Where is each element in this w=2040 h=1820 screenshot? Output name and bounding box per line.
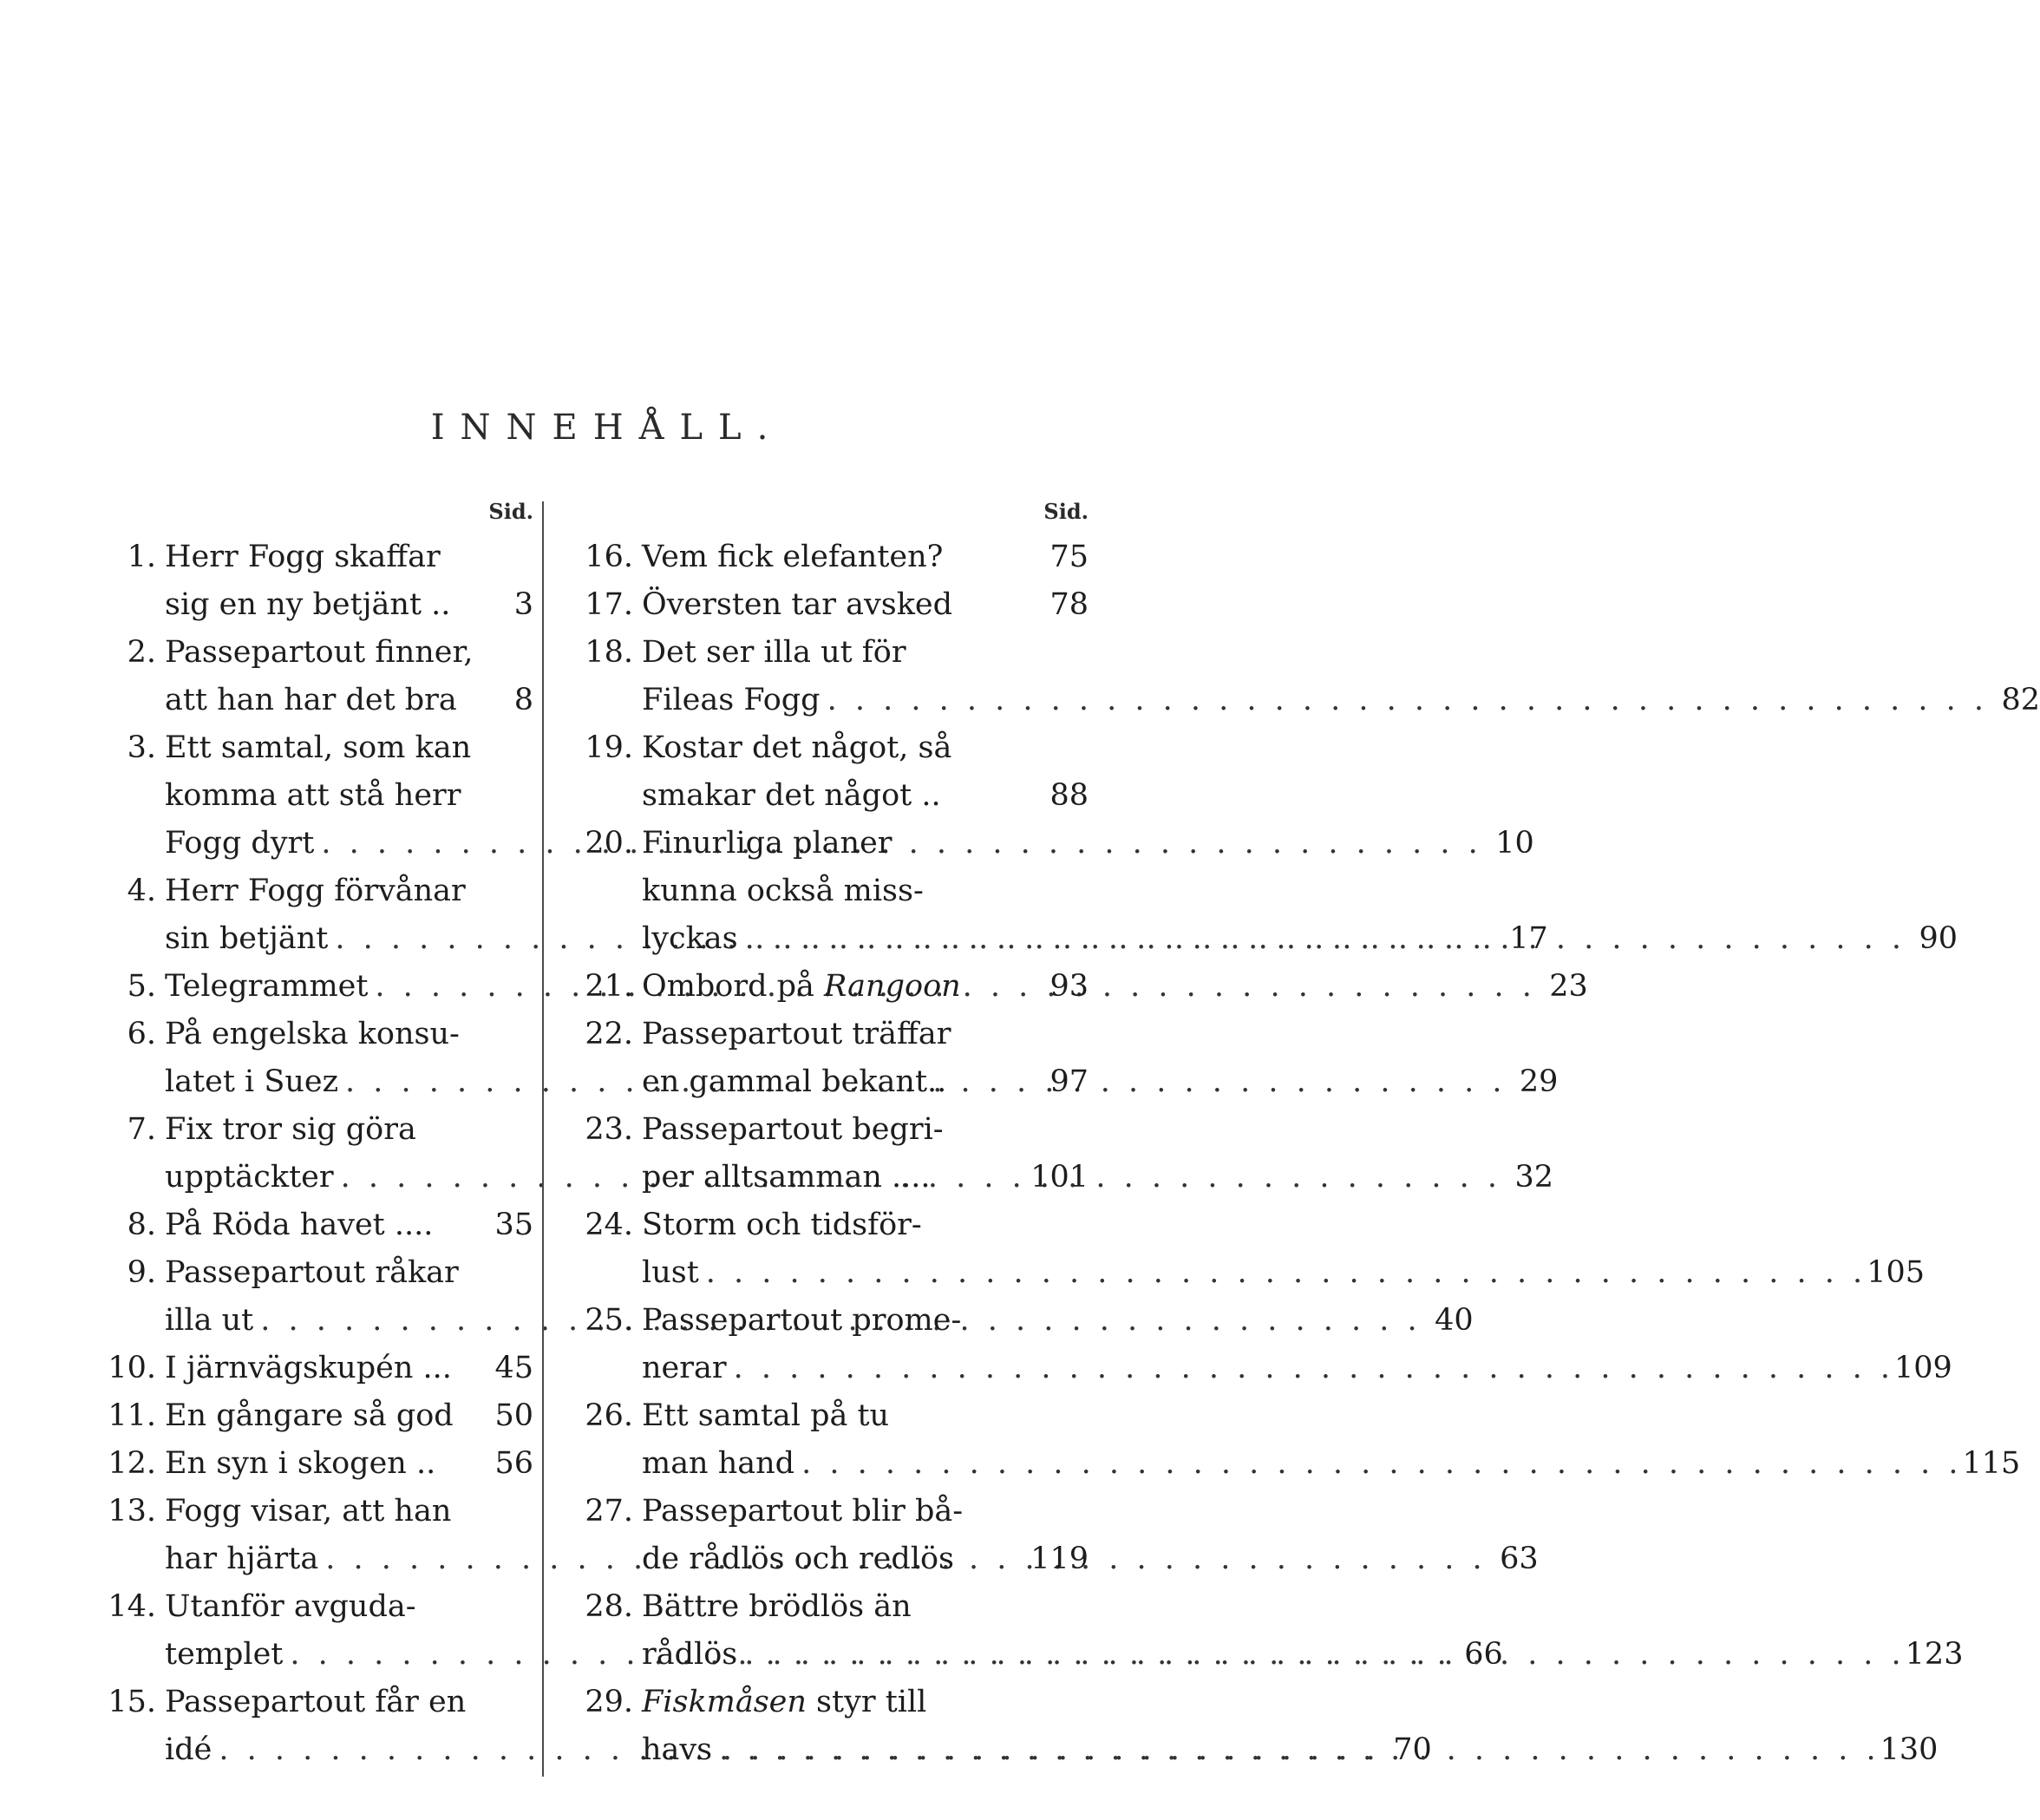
chapter-title-text: smakar det något .. (642, 778, 941, 813)
chapter-title-text: Finurliga planer (642, 826, 892, 861)
leader-dots (821, 677, 1988, 724)
chapter-title-text: Herr Fogg skaffar (165, 540, 441, 574)
chapter-title (165, 1249, 459, 1297)
chapter-title (642, 1201, 922, 1249)
chapter-title-text: per alltsamman .... (642, 1160, 931, 1195)
toc-line (87, 867, 533, 915)
chapter-title (642, 1249, 699, 1297)
chapter-number: 24. (585, 1208, 633, 1242)
chapter-title-text: sig en ny betjänt .. (165, 587, 451, 622)
leader-dots (738, 915, 1906, 963)
chapter-title (165, 1535, 318, 1583)
chapter-title (642, 820, 892, 867)
chapter-number: 11. (108, 1398, 156, 1433)
toc-line (555, 1583, 1089, 1631)
chapter-title-text: Passepartout prome- (642, 1303, 962, 1338)
chapter-title (165, 1154, 334, 1201)
chapter-title (165, 963, 368, 1011)
chapter-number: 25. (585, 1303, 633, 1338)
leader-dots (699, 1249, 1867, 1297)
toc-line (555, 1154, 1089, 1201)
chapter-title-text: nerar (642, 1351, 727, 1385)
chapter-title-text: Passepartout får en (165, 1685, 467, 1719)
toc-entry (87, 1201, 533, 1249)
chapter-title-text: de rådlös och redlös (642, 1542, 955, 1576)
page-number: 109 (1894, 1351, 1952, 1385)
page-number: 78 (1049, 587, 1089, 622)
page-number: 32 (1514, 1160, 1554, 1195)
page-number: 29 (1519, 1064, 1559, 1099)
chapter-title (642, 1392, 889, 1440)
chapter-title-text: sin betjänt (165, 921, 329, 956)
chapter-title (642, 1154, 931, 1201)
toc-line (555, 1106, 1089, 1154)
toc-line (555, 1249, 1925, 1297)
toc-entry (555, 581, 1089, 629)
chapter-number: 16. (585, 540, 633, 574)
toc-line (87, 1679, 533, 1726)
chapter-number: 23. (585, 1112, 633, 1147)
chapter-title-text: lyckas (642, 921, 738, 956)
toc-line (87, 581, 533, 629)
page-number: 90 (1919, 921, 1958, 956)
chapter-title-text: Översten tar avsked (642, 587, 953, 622)
page-number: 3 (513, 587, 533, 622)
chapter-title-text: upptäckter (165, 1160, 334, 1195)
chapter-title (165, 1583, 416, 1631)
page-number: 35 (494, 1208, 533, 1242)
toc-entry (87, 1392, 533, 1440)
chapter-title-text: En gångare så god (165, 1398, 454, 1433)
chapter-title (165, 1488, 451, 1535)
chapter-number: 17. (585, 587, 633, 622)
chapter-number: 22. (585, 1017, 633, 1051)
chapter-number: 26. (585, 1398, 633, 1433)
leader-dots (737, 1631, 1905, 1679)
chapter-title (642, 581, 952, 629)
chapter-title-text: Vem fick elefanten? (642, 540, 944, 574)
toc-entry (87, 534, 533, 629)
chapter-title-text: Passepartout begri- (642, 1112, 944, 1147)
chapter-title-text: Storm och tidsför- (642, 1208, 922, 1242)
chapter-title-text: man hand (642, 1446, 795, 1481)
toc-entry (87, 1345, 533, 1392)
chapter-title-text: I järnvägskupén ... (165, 1351, 452, 1385)
toc-line (555, 1488, 1089, 1535)
chapter-title-text: att han har det bra (165, 683, 457, 717)
chapter-number: 28. (585, 1589, 633, 1624)
chapter-title (642, 1726, 712, 1774)
chapter-title (165, 1058, 338, 1106)
chapter-title-text: Ett samtal på tu (642, 1398, 890, 1433)
chapter-title-text: Bättre brödlös än (642, 1589, 912, 1624)
toc-entry (555, 534, 1089, 581)
chapter-title-text: Det ser illa ut för (642, 635, 906, 670)
toc-entry (87, 1440, 533, 1488)
toc-line (87, 1249, 533, 1297)
chapter-title-text: Passepartout råkar (165, 1255, 459, 1290)
toc-line (87, 1345, 533, 1392)
chapter-title (165, 1106, 416, 1154)
sid-header-right: Sid. (1043, 499, 1089, 524)
toc-line (87, 724, 533, 772)
chapter-title (165, 1392, 454, 1440)
toc-line (555, 629, 1089, 677)
page-number: 23 (1549, 969, 1588, 1004)
chapter-title (165, 1297, 253, 1345)
toc-line (555, 1679, 1089, 1726)
chapter-title (165, 581, 450, 629)
column-divider (542, 501, 544, 1777)
toc-entry (555, 1201, 1925, 1297)
chapter-title (642, 1535, 954, 1583)
chapter-title (642, 1583, 912, 1631)
page-number: 130 (1880, 1732, 1939, 1767)
toc-line (87, 1201, 533, 1249)
page-number: 82 (2001, 683, 2040, 717)
page-number: 56 (494, 1446, 533, 1481)
chapter-number: 8. (127, 1208, 156, 1242)
chapter-title-text: En syn i skogen .. (165, 1446, 436, 1481)
chapter-title (165, 772, 461, 820)
chapter-number: 7. (127, 1112, 156, 1147)
chapter-title (642, 867, 924, 915)
chapter-title (642, 963, 961, 1011)
chapter-number: 20. (585, 826, 633, 861)
chapter-title (165, 1201, 433, 1249)
toc-entry (555, 724, 1089, 820)
page-number: 70 (1393, 1732, 1432, 1767)
page-number: 123 (1905, 1637, 1964, 1672)
toc-line (87, 1488, 533, 1535)
chapter-number: 14. (108, 1589, 156, 1624)
sid-header-left: Sid. (488, 499, 533, 524)
chapter-title (642, 1345, 727, 1392)
chapter-title-text: en gammal bekant.. (642, 1064, 947, 1099)
toc-line (555, 534, 1089, 581)
chapter-title-text: Herr Fogg förvånar (165, 874, 466, 908)
toc-entry (555, 1488, 1089, 1583)
chapter-title-text: Fileas Fogg (642, 683, 821, 717)
chapter-title (642, 677, 821, 724)
toc-entry (555, 1392, 2021, 1488)
toc-line (555, 1011, 1089, 1058)
toc-line (87, 1583, 533, 1631)
chapter-title-text: På Röda havet .... (165, 1208, 434, 1242)
chapter-title (642, 1631, 737, 1679)
chapter-title (642, 1679, 926, 1726)
toc-line (87, 629, 533, 677)
chapter-number: 13. (108, 1494, 156, 1529)
chapter-title-italic: Fiskmåsen (642, 1685, 807, 1719)
chapter-number: 18. (585, 635, 633, 670)
chapter-number: 3. (127, 730, 156, 765)
chapter-title-text: har hjärta (165, 1542, 319, 1576)
chapter-title (642, 1106, 944, 1154)
chapter-title (642, 915, 738, 963)
chapter-title-text: Utanför avguda- (165, 1589, 416, 1624)
chapter-title (642, 1058, 946, 1106)
toc-line (555, 1440, 2021, 1488)
toc-line (87, 772, 533, 820)
chapter-title (165, 820, 314, 867)
chapter-title (642, 1011, 951, 1058)
toc-line (555, 724, 1089, 772)
toc-entry (555, 629, 2040, 724)
chapter-title (165, 677, 457, 724)
toc-line (555, 1297, 1089, 1345)
page-number: 45 (494, 1351, 533, 1385)
chapter-title-text: Fogg visar, att han (165, 1494, 452, 1529)
page-number: 63 (1500, 1542, 1539, 1576)
toc-line (555, 1201, 1089, 1249)
page-number: 50 (494, 1398, 533, 1433)
chapter-title-text: idé (165, 1732, 212, 1767)
toc-line (555, 820, 1089, 867)
chapter-title (642, 534, 943, 581)
chapter-title-text: rådlös (642, 1637, 738, 1672)
toc-line (87, 1440, 533, 1488)
page-number: 105 (1867, 1255, 1925, 1290)
toc-line (555, 581, 1089, 629)
page-number: 66 (1464, 1637, 1503, 1672)
chapter-number: 1. (127, 540, 156, 574)
chapter-number: 29. (585, 1685, 633, 1719)
toc-line (555, 1535, 1089, 1583)
chapter-title-text: komma att stå herr (165, 778, 461, 813)
chapter-title (165, 915, 328, 963)
chapter-title-text: Ett samtal, som kan (165, 730, 472, 765)
toc-line (87, 677, 533, 724)
toc-line (87, 1392, 533, 1440)
chapter-title-text: styr till (806, 1685, 927, 1719)
toc-line (555, 772, 1089, 820)
chapter-title-text: Telegrammet (165, 969, 369, 1004)
toc-entry (555, 1011, 1089, 1106)
chapter-title (642, 724, 951, 772)
chapter-number: 2. (127, 635, 156, 670)
toc-line (87, 1106, 533, 1154)
chapter-title-text: havs (642, 1732, 713, 1767)
leader-dots (727, 1345, 1894, 1392)
chapter-title-text: templet (165, 1637, 284, 1672)
page-title: INNEHÅLL. (430, 408, 784, 448)
chapter-title (165, 867, 466, 915)
toc-line (555, 867, 1089, 915)
chapter-title-text: Fix tror sig göra (165, 1112, 416, 1147)
chapter-title-text: Passepartout träffar (642, 1017, 951, 1051)
chapter-number: 19. (585, 730, 633, 765)
chapter-title-text: På engelska konsu- (165, 1017, 460, 1051)
page-number: 8 (513, 683, 533, 717)
toc-line (87, 1011, 533, 1058)
chapter-title (165, 1011, 460, 1058)
toc-line (555, 677, 2040, 724)
chapter-title (165, 1631, 283, 1679)
chapter-title-text: Passepartout finner, (165, 635, 474, 670)
chapter-number: 5. (127, 969, 156, 1004)
chapter-title (165, 1726, 212, 1774)
page-number: 97 (1049, 1064, 1089, 1099)
toc-line (555, 963, 1089, 1011)
chapter-title (165, 534, 441, 581)
chapter-title-italic: Rangoon (824, 969, 961, 1004)
chapter-number: 21. (585, 969, 633, 1004)
chapter-number: 10. (108, 1351, 156, 1385)
page-number: 10 (1495, 826, 1534, 861)
leader-dots (794, 1440, 1962, 1488)
toc-line (87, 534, 533, 581)
chapter-title-text: Ombord på (642, 969, 825, 1004)
chapter-number: 27. (585, 1494, 633, 1529)
page-number: 93 (1049, 969, 1089, 1004)
page-number: 75 (1049, 540, 1089, 574)
toc-entry (555, 963, 1089, 1011)
leader-dots (712, 1726, 1880, 1774)
chapter-title-text: illa ut (165, 1303, 254, 1338)
chapter-title-text: Kostar det något, så (642, 730, 952, 765)
chapter-title (642, 1488, 963, 1535)
chapter-number: 4. (127, 874, 156, 908)
chapter-number: 12. (108, 1446, 156, 1481)
chapter-number: 15. (108, 1685, 156, 1719)
toc-line (555, 1345, 1952, 1392)
page-number: 119 (1030, 1542, 1089, 1576)
chapter-title (165, 724, 471, 772)
toc-line (555, 1392, 1089, 1440)
toc-entry (87, 629, 533, 724)
chapter-title (165, 1440, 435, 1488)
chapter-title (165, 1679, 466, 1726)
page-number: 88 (1049, 778, 1089, 813)
chapter-title-text: kunna också miss- (642, 874, 924, 908)
chapter-title-text: latet i Suez (165, 1064, 339, 1099)
chapter-title-text: lust (642, 1255, 699, 1290)
chapter-title-text: Fogg dyrt (165, 826, 315, 861)
chapter-title (642, 629, 906, 677)
chapter-title (642, 1440, 794, 1488)
toc-line (555, 1058, 1089, 1106)
chapter-number: 6. (127, 1017, 156, 1051)
chapter-title (165, 629, 474, 677)
chapter-title (165, 1345, 452, 1392)
page-number: 115 (1962, 1446, 2021, 1481)
page-number: 17 (1509, 921, 1548, 956)
toc-entry (555, 1106, 1089, 1201)
chapter-title-text: Passepartout blir bå- (642, 1494, 964, 1529)
chapter-title (642, 772, 941, 820)
chapter-title (642, 1297, 961, 1345)
page-number: 40 (1435, 1303, 1474, 1338)
chapter-number: 9. (127, 1255, 156, 1290)
page-number: 101 (1030, 1160, 1089, 1195)
